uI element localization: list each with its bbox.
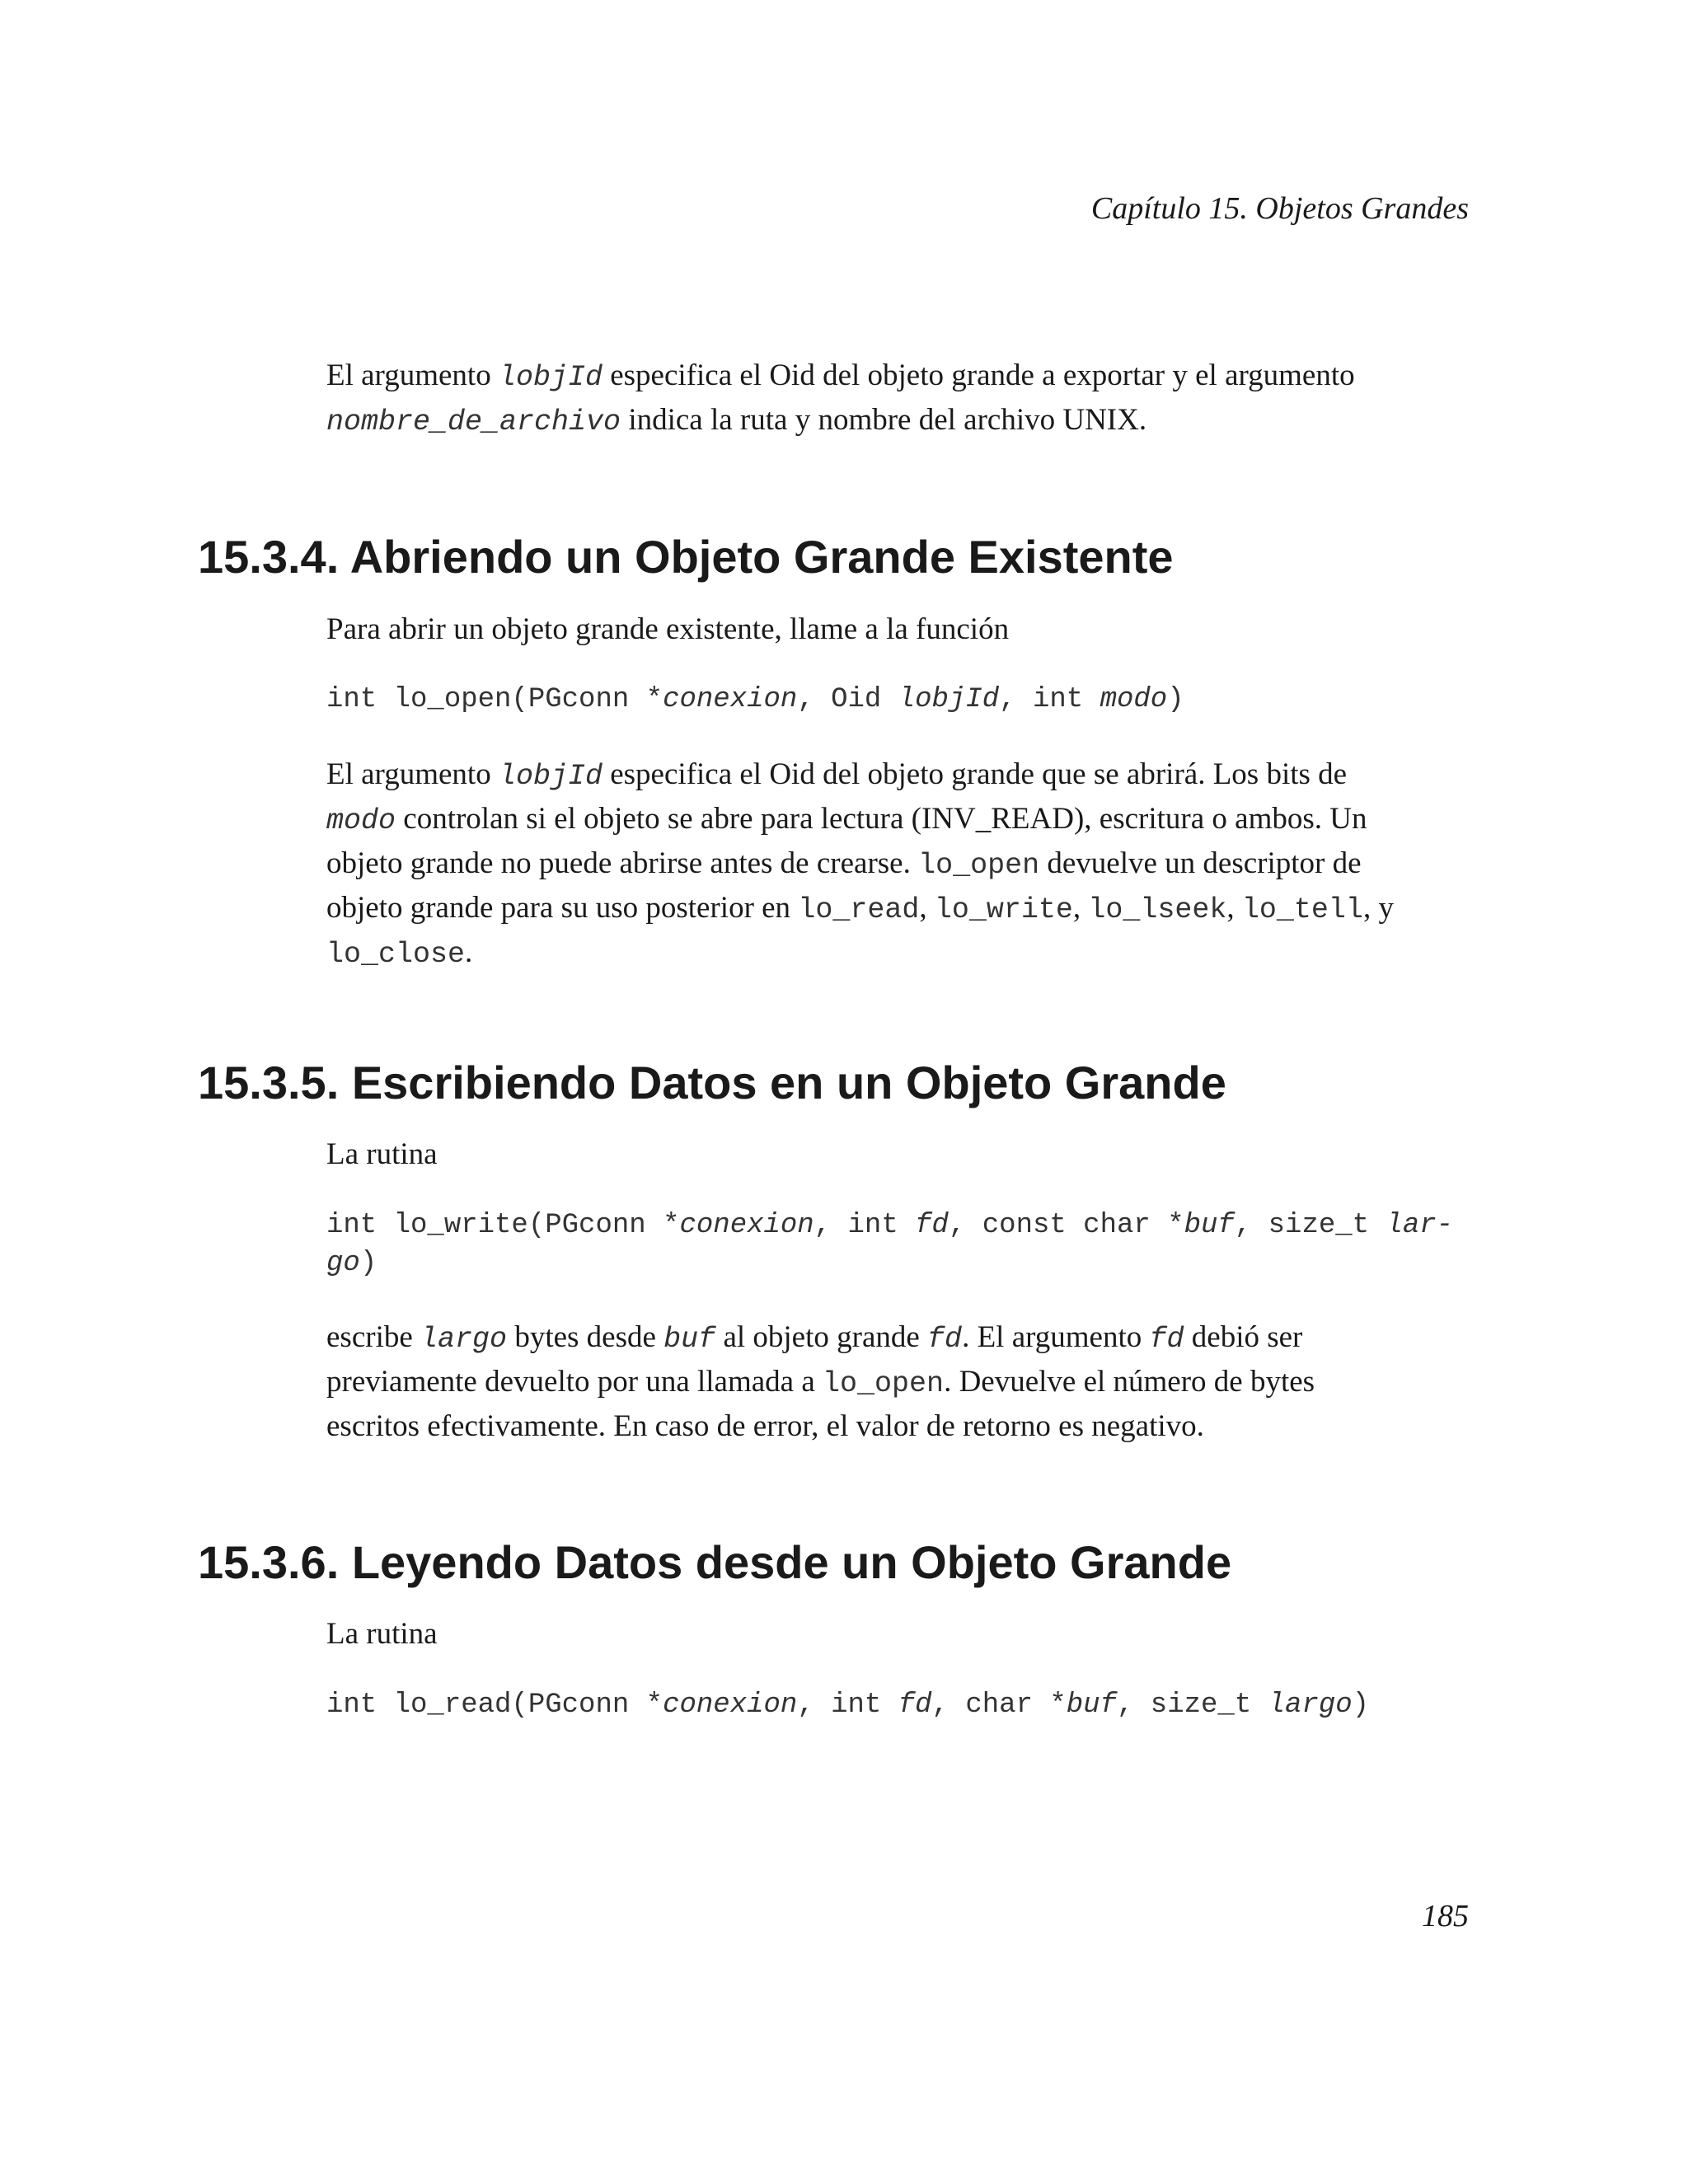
page-number: 185 [1422,1899,1469,1933]
section-heading-15-3-5: 15.3.5. Escribiendo Datos en un Objeto Grande [198,1057,1226,1108]
section-heading-15-3-6: 15.3.6. Leyendo Datos desde un Objeto Grande [198,1536,1232,1588]
section-15-3-4-description: El argumento lobjId especifica el Oid del objeto grande que se abrirá. Los bits de modo controlan si el objeto se abre para lectura (INV_READ), escritura o ambos. Un objeto grande no puede abrirse antes de crearse. lo_open devuelve un descriptor de objeto grande para su uso posterior en lo_read, lo_write, lo_lseek, lo_tell, y lo_close. [326,757,1394,971]
code-lo-open-signature: int lo_open(PGconn *conexion, Oid lobjId, int modo) [326,684,1184,715]
section-15-3-5-description: escribe largo bytes desde buf al objeto grande fd. El argumento fd debió ser previamente devuelto por una llamada a lo_open. Devuelve el número de bytes escritos efectivamente. En caso de error, el valor de retorno es negativo. [326,1320,1315,1443]
intro-paragraph: El argumento lobjId especifica el Oid del objeto grande a exportar y el argumento nombre_de_archivo indica la ruta y nombre del archivo UNIX. [326,359,1355,438]
section-15-3-5-lead: La rutina [326,1137,438,1171]
param-lobjid: lobjId [498,361,603,394]
running-header: Capítulo 15. Objetos Grandes [1090,191,1469,226]
section-15-3-4-lead: Para abrir un objeto grande existente, llame a la función [326,612,1010,646]
code-lo-read-signature: int lo_read(PGconn *conexion, int fd, char *buf, size_t largo) [326,1690,1370,1721]
code-lo-write-signature: int lo_write(PGconn *conexion, int fd, const char *buf, size_t lar- go) [326,1210,1454,1279]
section-15-3-6-lead: La rutina [326,1617,438,1651]
param-nombre-de-archivo: nombre_de_archivo [326,405,621,438]
section-heading-15-3-4: 15.3.4. Abriendo un Objeto Grande Existente [198,531,1174,583]
